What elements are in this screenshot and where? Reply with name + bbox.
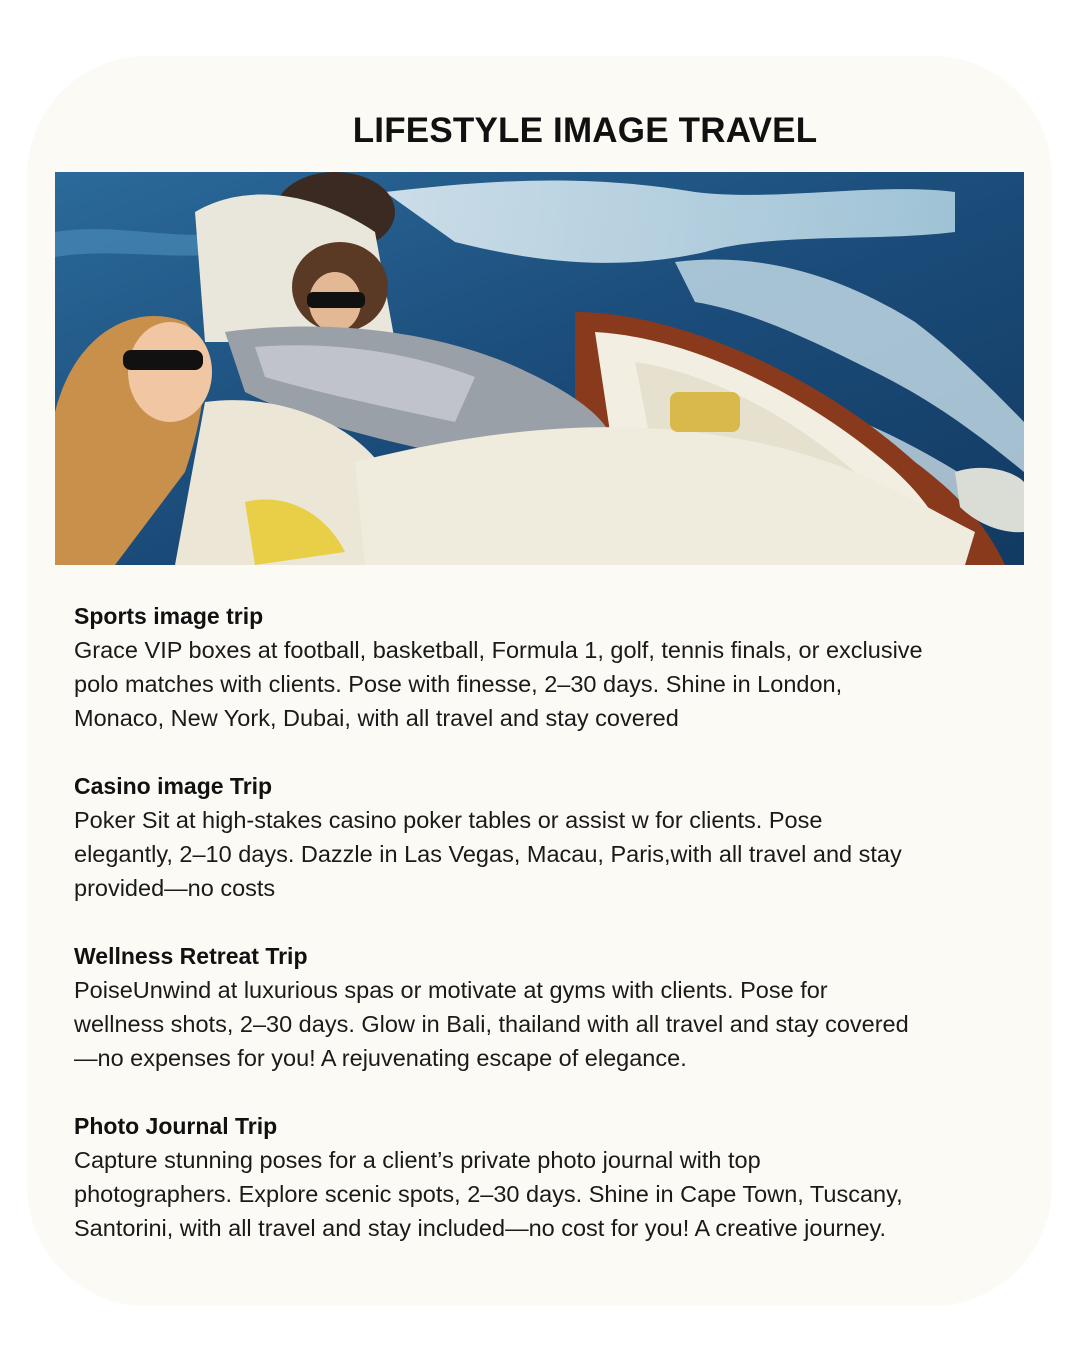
- section-heading: Wellness Retreat Trip: [74, 943, 308, 969]
- section-sports-trip: [74, 599, 1049, 735]
- section-heading: Photo Journal Trip: [74, 1113, 278, 1139]
- section-body: PoiseUnwind at luxurious spas or motivate at gyms with clients. Pose for wellness shots, 2–30 days. Glow in Bali, thailand with all travel and stay covered —no expenses for you! A rejuvenating escape of elegance.: [74, 977, 909, 1071]
- boat-photo-illustration: [55, 172, 1024, 565]
- section-photo-journal-trip: [74, 1109, 1049, 1245]
- hero-photo: [55, 172, 1024, 565]
- section-casino-trip: [74, 769, 1049, 905]
- section-heading: Casino image Trip: [74, 773, 273, 799]
- section-heading: Sports image trip: [74, 603, 264, 629]
- section-wellness-trip: [74, 939, 1049, 1075]
- section-body: Grace VIP boxes at football, basketball, Formula 1, golf, tennis finals, or exclusive polo matches with clients. Pose with finesse, 2–30 days. Shine in London, Monaco, New York, Dubai, with all travel and stay covered: [74, 637, 923, 731]
- section-body: Poker Sit at high-stakes casino poker tables or assist w for clients. Pose elegantly, 2–10 days. Dazzle in Las Vegas, Macau, Paris,with all travel and stay provided—no costs: [74, 807, 902, 901]
- section-body: Capture stunning poses for a client’s private photo journal with top photographers. Explore scenic spots, 2–30 days. Shine in Cape Town, Tuscany, Santorini, with all travel and stay included—no cost for you! A creative journey.: [74, 1147, 903, 1241]
- page-title: LIFESTYLE IMAGE TRAVEL: [352, 111, 818, 150]
